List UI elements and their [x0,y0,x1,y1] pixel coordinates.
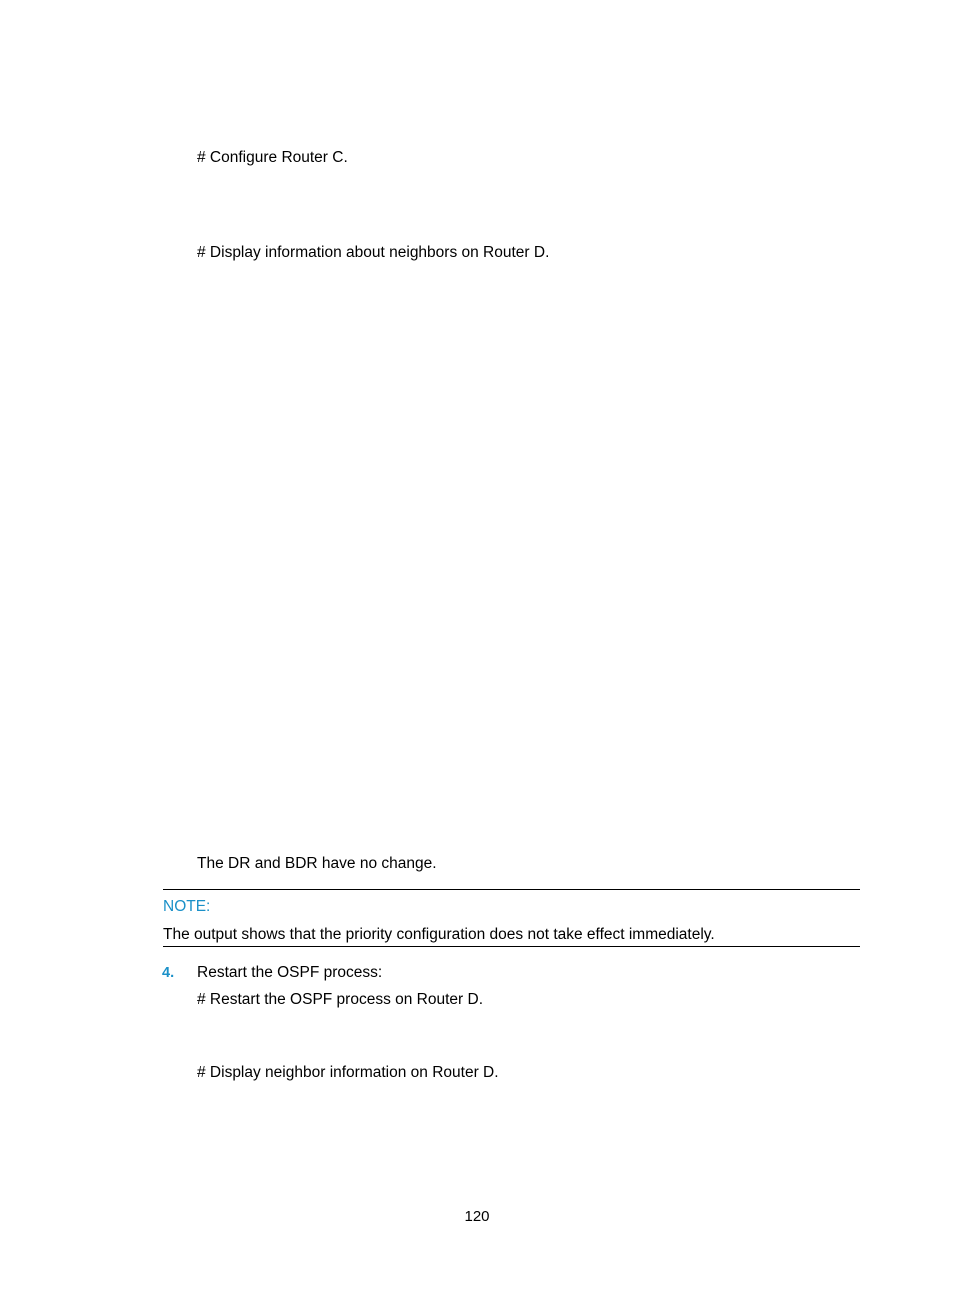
display-neighbor-info-comment: # Display neighbor information on Router D. [197,1064,499,1081]
display-neighbors-router-d-comment: # Display information about neighbors on Router D. [197,244,550,261]
restart-ospf-comment: # Restart the OSPF process on Router D. [197,991,484,1008]
step-title: Restart the OSPF process: [197,964,383,981]
note-label: NOTE: [163,898,211,915]
configure-router-c-comment: # Configure Router C. [197,149,348,166]
dr-bdr-no-change-text: The DR and BDR have no change. [197,855,437,872]
step-number: 4. [162,965,175,981]
note-top-rule [163,889,860,890]
page-number: 120 [464,1208,490,1225]
note-bottom-rule [163,946,860,947]
note-text: The output shows that the priority configuration does not take effect immediately. [163,926,715,943]
